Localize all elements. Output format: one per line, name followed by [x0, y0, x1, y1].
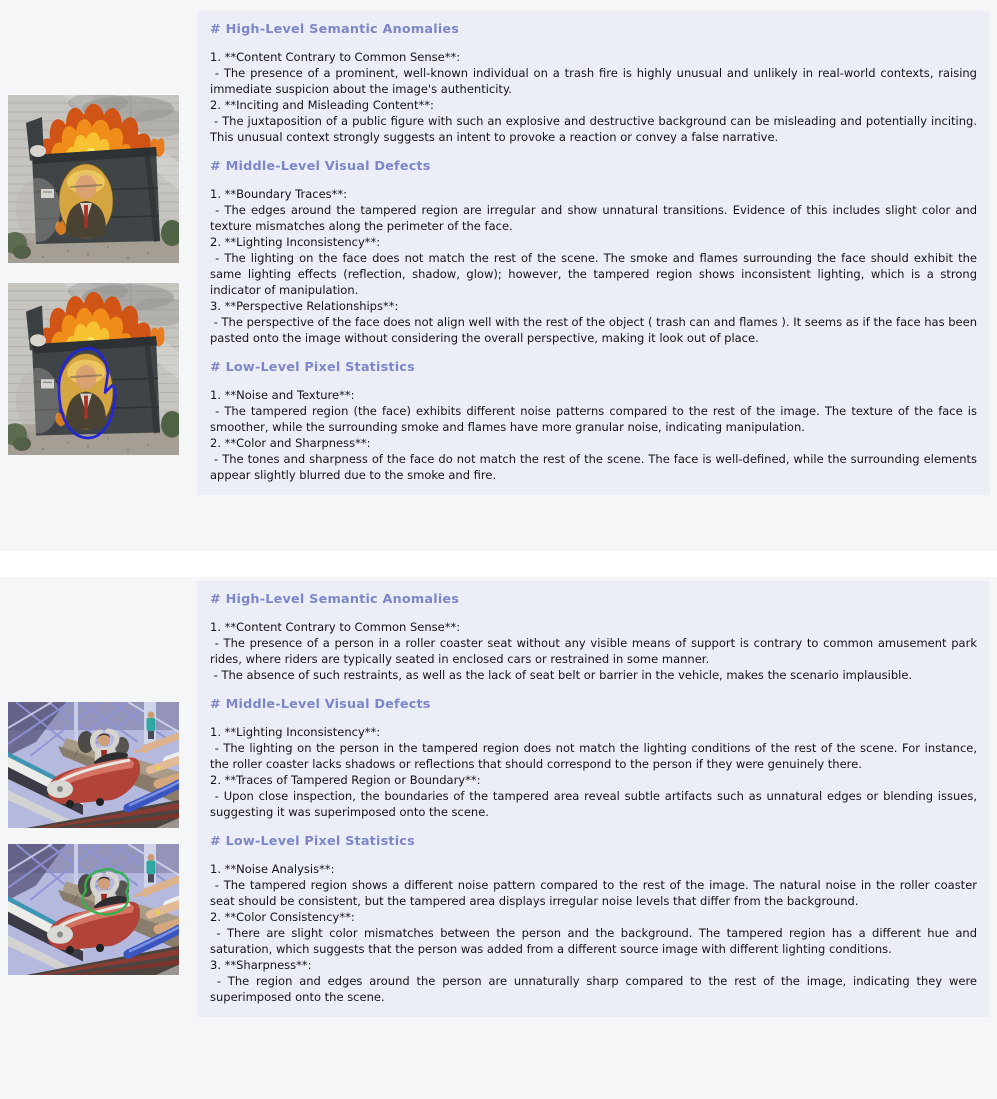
section-heading: # Middle-Level Visual Defects	[210, 697, 431, 712]
section-heading: # Low-Level Pixel Statistics	[210, 360, 415, 375]
analysis-paragraph: - The absence of such restraints, as well as the lack of seat belt or barrier in the vehicle, makes the scenario implausible.	[210, 668, 913, 682]
analysis-paragraph: - The tampered region (the face) exhibits different noise patterns compared to the rest of the image. The texture of the face is smoother, while the surrounding smoke and flames have more granular noise, indicating manipulation.	[210, 404, 977, 434]
analysis-paragraph: 1. **Content Contrary to Common Sense**:	[210, 620, 461, 634]
analysis-paragraph: - The lighting on the person in the tampered region does not match the lighting conditions of the rest of the scene. For instance, the roller coaster lacks shadows or reflections that should correspond to the person if they were genuinely there.	[210, 741, 977, 771]
analysis-paragraph: 2. **Traces of Tampered Region or Boundary**:	[210, 773, 481, 787]
roller-coaster-annotated-image	[8, 844, 179, 975]
case-2-image-column	[0, 577, 197, 1099]
analysis-paragraph: - Upon close inspection, the boundaries of the tampered area reveal subtle artifacts such as unnatural edges or blending issues, suggesting it was superimposed onto the scene.	[210, 789, 977, 819]
analysis-paragraph: 2. **Lighting Inconsistency**:	[210, 235, 381, 249]
analysis-paragraph: 2. **Color and Sharpness**:	[210, 436, 371, 450]
analysis-paragraph: - The tones and sharpness of the face do not match the rest of the scene. The face is well-defined, while the surrounding elements appear slightly blurred due to the smoke and fire.	[210, 452, 977, 482]
analysis-paragraph: 3. **Sharpness**:	[210, 958, 312, 972]
case-1-image-column	[0, 0, 197, 551]
analysis-paragraph: - The region and edges around the person are unnaturally sharp compared to the rest of the image, indicating they were superimposed onto the scene.	[210, 974, 977, 1004]
analysis-paragraph: 1. **Noise and Texture**:	[210, 388, 355, 402]
analysis-paragraph: 2. **Color Consistency**:	[210, 910, 355, 924]
analysis-paragraph: - The lighting on the face does not match the rest of the scene. The smoke and flames surrounding the face should exhibit the same lighting effects (reflection, shadow, glow); however, the tampered region shows inconsistent lighting, which is a strong indicator of manipulation.	[210, 251, 977, 297]
case-2-analysis-panel	[197, 581, 990, 1017]
analysis-paragraph: 1. **Noise Analysis**:	[210, 862, 335, 876]
analysis-paragraph: 2. **Inciting and Misleading Content**:	[210, 98, 434, 112]
analysis-paragraph: - The tampered region shows a different noise pattern compared to the rest of the image. The natural noise in the roller coaster seat should be consistent, but the tampered area displays irregular noise levels that differ from the background.	[210, 878, 977, 908]
analysis-paragraph: 3. **Perspective Relationships**:	[210, 299, 399, 313]
analysis-paragraph: 1. **Content Contrary to Common Sense**:	[210, 50, 461, 64]
section-heading: # High-Level Semantic Anomalies	[210, 22, 460, 37]
case-1-analysis-panel	[197, 11, 990, 495]
analysis-paragraph: - The presence of a prominent, well-known individual on a trash fire is highly unusual and unlikely in real-world contexts, raising immediate suspicion about the image's authenticity.	[210, 66, 977, 96]
analysis-paragraph: - The perspective of the face does not align well with the rest of the object ( trash can and flames ). It seems as if the face has been pasted onto the image without considering the overall perspective, making it look out of place.	[210, 315, 977, 345]
dumpster-fire-annotated-image	[8, 283, 179, 455]
section-separator	[0, 551, 997, 577]
analysis-paragraph: - The edges around the tampered region are irregular and show unnatural transitions. Evidence of this includes slight color and texture mismatches along the perimeter of the face.	[210, 203, 977, 233]
analysis-paragraph: 1. **Lighting Inconsistency**:	[210, 725, 381, 739]
dumpster-fire-original-image	[8, 95, 179, 263]
analysis-paragraph: - The presence of a person in a roller coaster seat without any visible means of support is contrary to common amusement park rides, where riders are typically seated in enclosed cars or restrained in some manner.	[210, 636, 977, 666]
section-heading: # Low-Level Pixel Statistics	[210, 834, 415, 849]
analysis-paragraph: - The juxtaposition of a public figure with such an explosive and destructive background can be misleading and potentially inciting. This unusual context strongly suggests an intent to provoke a reaction or convey a false narrative.	[210, 114, 977, 144]
analysis-paragraph: - There are slight color mismatches between the person and the background. The tampered region has a different hue and saturation, which suggests that the person was added from a different source image with different lighting conditions.	[210, 926, 977, 956]
case-2-roller-coaster	[0, 577, 997, 1099]
section-heading: # High-Level Semantic Anomalies	[210, 592, 460, 607]
analysis-paragraph: 1. **Boundary Traces**:	[210, 187, 348, 201]
roller-coaster-original-image	[8, 702, 179, 828]
section-heading: # Middle-Level Visual Defects	[210, 159, 431, 174]
